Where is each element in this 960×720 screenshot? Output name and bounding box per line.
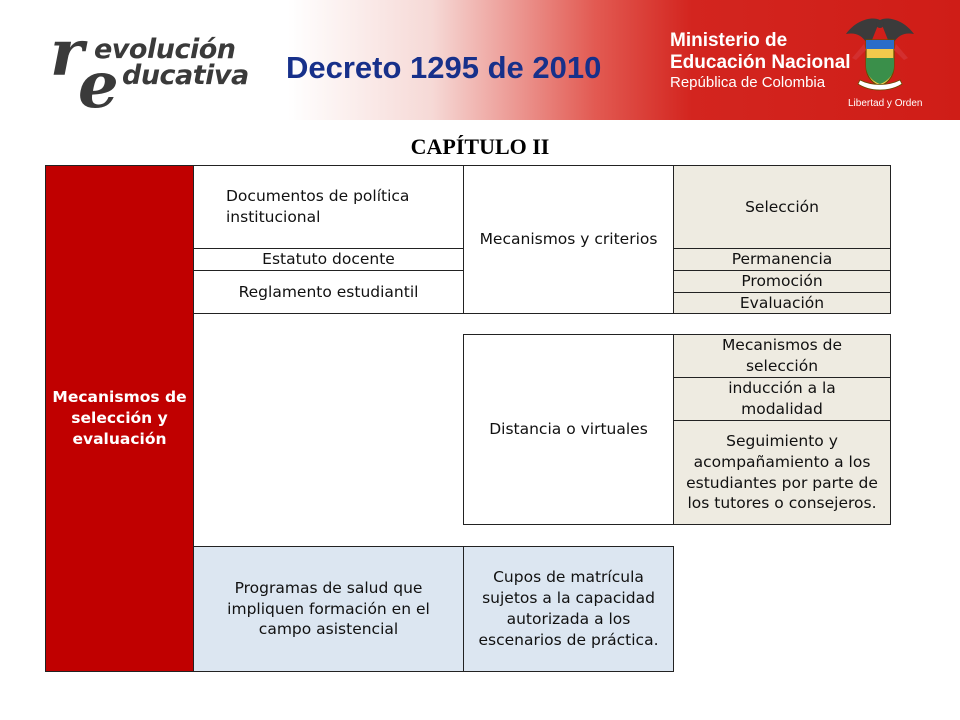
seguimiento-label: Seguimiento y acompañamiento a los estudiantes por parte de los tutores o consejeros. [686,431,878,513]
documentos-politica-label: Documentos de política institucional [226,187,410,226]
evaluacion-label: Evaluación [739,293,825,312]
permanencia-label: Permanencia [731,250,833,269]
revolucion-educativa-logo [50,16,250,123]
deck-title: Decreto 1295 de 2010 [286,50,602,85]
cell-induccion-modalidad [673,377,891,421]
cell-seleccion [673,165,891,249]
chapter-heading: CAPÍTULO II [410,134,550,159]
cupos-matricula-label: Cupos de matrícula sujetos a la capacidad autorizada a los escenarios de práctica. [478,568,659,649]
cell-promocion [673,270,891,293]
ministry-logo-text [670,30,851,91]
ministry-line3: República de Colombia [670,73,826,91]
seleccion-label: Selección [745,197,819,216]
cell-programas-salud [193,546,464,672]
cell-distancia-virtuales [463,334,674,525]
estatuto-docente-label: Estatuto docente [262,250,395,269]
mecanismos-seleccion-label: Mecanismos de selección [721,336,843,375]
cell-mecanismos-seleccion [673,334,891,378]
header-banner [0,0,960,123]
cell-mecanismos-criterios [463,165,674,314]
cell-cupos-matricula [463,546,674,672]
induccion-modalidad-label: inducción a la modalidad [728,379,836,418]
cell-documentos-politica [193,165,464,249]
ministry-line2: Educación Nacional [670,51,851,73]
cell-seguimiento [673,420,891,525]
logo-letter-e: e [78,48,119,123]
cell-estatuto-docente [193,248,464,271]
logo-word-educativa: ducativa [122,60,249,91]
reglamento-estudiantil-label: Reglamento estudiantil [238,282,419,301]
distancia-virtuales-label: Distancia o virtuales [489,420,648,439]
programas-salud-label: Programas de salud que impliquen formación en el campo asistencial [227,578,430,639]
logo-letter-r: r [50,16,84,91]
cell-reglamento-estudiantil [193,270,464,314]
coat-of-arms-icon [842,14,918,94]
promocion-label: Promoción [741,272,823,291]
logo-word-revolucion: evolución [94,34,236,65]
ministry-line1: Ministerio de [670,30,788,51]
main-category-label: Mecanismos de selección y evaluación [52,388,187,448]
main-category-cell [45,165,194,672]
cell-evaluacion [673,292,891,314]
motto-text: Libertad y Orden [848,98,923,109]
mecanismos-criterios-label: Mecanismos y criterios [479,230,658,249]
cell-permanencia [673,248,891,271]
